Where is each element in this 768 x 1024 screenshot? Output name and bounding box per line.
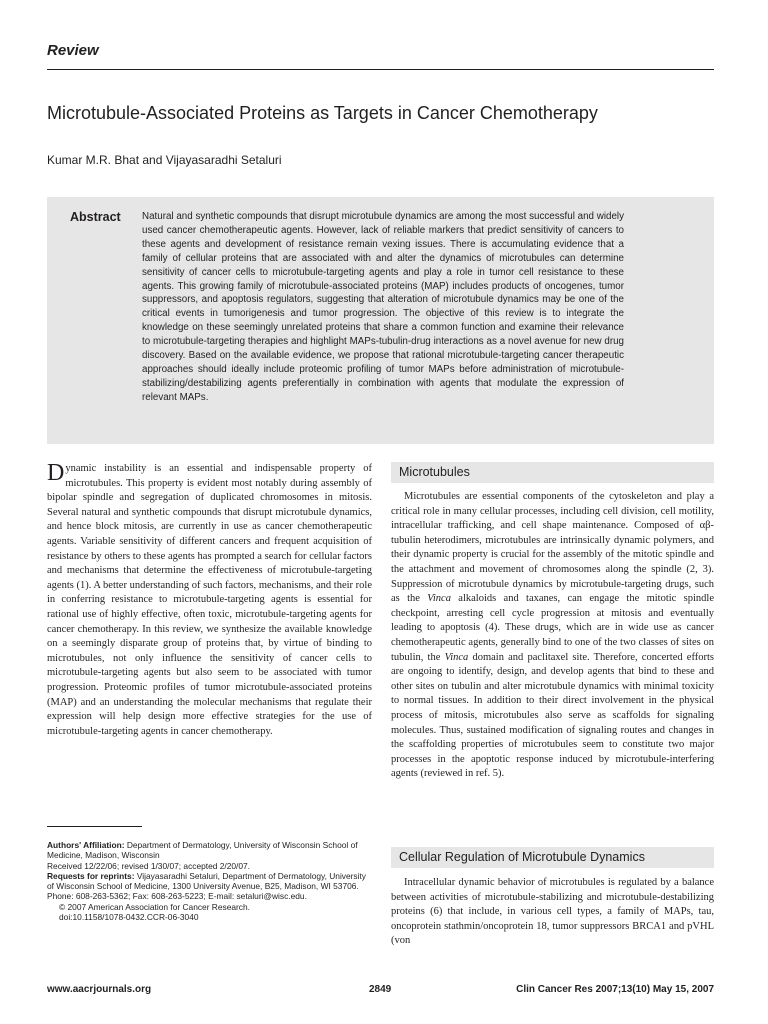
reprints-label: Requests for reprints: — [47, 870, 135, 881]
abstract-text: Natural and synthetic compounds that disrupt microtubule dynamics are among the most successful and widely used cancer chemotherapeutic agents. However, lack of reliable markers that predict sensitivity of cancers to these agents and development of resistance remain vexing issues. There is accumulating evidence that a family of cellular proteins that are associated with and alter the dynamics of microtubules can determine sensitivity of cancer cells to microtubule-targeting agents and play a role in tumor cell resistance to these agents. This growing family of microtubule-associated proteins (MAP) includes products of oncogenes, tumor suppressors, and apoptosis regulators, suggesting that alteration of microtubule dynamics may be one of the critical events in tumorigenesis and tumor progression. The objective of this review is to integrate the knowledge on these seemingly unrelated proteins that share a common function and examine their relevance to microtubule-targeting therapies and highlight MAPs-tubulin-drug interactions as a novel avenue for new drug discovery. Based on the available evidence, we propose that rational microtubule-targeting cancer therapeutic approaches should ideally include proteomic profiling of tumor MAPs before administration of microtubule-stabilizing/destabilizing agents preferentially in combination with agents that modulate the expression of relevant MAPs. — [142, 211, 624, 403]
copyright-note: © 2007 American Association for Cancer Research. — [59, 901, 250, 912]
footer-website[interactable]: www.aacrjournals.org — [47, 984, 152, 995]
doi-note: doi:10.1158/1078-0432.CCR-06-3040 — [59, 912, 199, 923]
dates-note: Received 12/22/06; revised 1/30/07; accepted 2/20/07. — [47, 860, 251, 871]
microtubules-text-part: alkaloids and taxanes, can engage the mitotic spindle checkpoint, arresting cell cycle progression at mitosis and eventually leading to apoptosis (4). These drugs, which are in wide use as cancer chemotherapeutic agents, generally bind to one of the two classes of sites on tubulin, the — [391, 593, 715, 663]
reprints-text: Vijayasaradhi Setaluri, Department of Dermatology, University of Wisconsin School of Medicine, 1300 University Avenue, B25, Madison, WI 53706. Phone: 608-263-5362; Fax: 608-263-5223; E-mail: setaluri@wisc.edu. — [47, 870, 366, 902]
abstract-label: Abstract — [70, 210, 121, 224]
footer-citation: Clin Cancer Res 2007;13(10) May 15, 2007 — [516, 984, 714, 995]
vinca-term: Vinca — [427, 593, 451, 605]
regulation-text: Intracellular dynamic behavior of microtubules is regulated by a balance between activities of microtubule-stabilizing and microtubule-destabilizing proteins (6) that include, in various cell types, a family of MAPs, tau, oncoprotein stathmin/oncoprotein 18, tumor suppressors BRCA1 and pVHL (von — [391, 877, 714, 947]
microtubules-text-part: Microtubules are essential components of the cytoskeleton and play a critical role in many cellular processes, including cell division, cell motility, intracellular trafficking, and cell shape maintenance. Composed of αβ-tubulin heterodimers, microtubules are intrinsically dynamic polymers, and their dynamic property is crucial for the assembly of the mitotic spindle and the attachment and movement of chromosomes along the spindle (2, 3). Suppression of microtubule dynamics by microtubule-targeting drugs, such as the — [391, 491, 714, 605]
footnote-rule — [47, 826, 142, 827]
reprints-note — [47, 871, 372, 902]
intro-text: ynamic instability is an essential and indispensable property of microtubules. This property is evident most notably during assembly of bipolar spindle and segregation of duplicated chromosomes in mitosis. Several natural and synthetic compounds that disrupt microtubule dynamics, and hence block mitosis, are currently in use as cancer chemotherapeutic agents. Variable sensitivity of different cancers and frequent acquisition of resistance by others to these agents has prompted a search for cellular factors and mechanisms that determine the effectiveness of microtubule-targeting agents (1). A better understanding of such factors, mechanisms, and their role in conferring resistance to microtubule-targeting agents is essential for rational use of highly effective, often toxic, microtubule-targeting agents for cancer chemotherapy. In this review, we synthesize the available knowledge on a seemingly disparate group of proteins that, by virtue of binding to microtubules, not only influence the sensitivity of cancer cells to microtubule-targeting agents but also seem to be associated with tumor progression. Proteomic profiles of tumor microtubule-associated proteins (MAP) and an understanding the molecular mechanisms that regulate their expression will help design more effective strategies for the use of microtubule-targeting agents in cancer chemotherapy. — [47, 463, 372, 737]
article-authors: Kumar M.R. Bhat and Vijayasaradhi Setaluri — [47, 153, 282, 167]
section-heading-regulation: Cellular Regulation of Microtubule Dynamics — [391, 847, 714, 868]
article-title: Microtubule-Associated Proteins as Targets in Cancer Chemotherapy — [47, 103, 598, 123]
footer-page-number: 2849 — [369, 984, 392, 995]
section-heading-microtubules: Microtubules — [391, 462, 714, 483]
header-rule — [47, 69, 714, 70]
microtubules-text-part: domain and paclitaxel site. Therefore, concerted efforts are ongoing to identify, design, and develop agents that bind to these and other sites on tubulin and alter microtubule dynamics with minimal toxicity to normal tissues. In addition to their direct involvement in the physical process of mitosis, microtubules also serve as scaffolds for signaling molecules. Thus, sustained modification of signaling routes and changes in the scaffolding properties of microtubules seem to constitute two major processes in the apoptotic response induced by microtubule-interfering agents (reviewed in ref. 5). — [391, 651, 714, 780]
intro-column — [47, 462, 372, 739]
drop-cap: D — [47, 460, 65, 486]
affiliation-text: Department of Dermatology, University of Wisconsin School of Medicine, Madison, Wisconsin — [47, 840, 358, 861]
vinca-term: Vinca — [444, 651, 469, 663]
section-label: Review — [47, 42, 99, 59]
affiliation-note — [47, 840, 372, 861]
microtubules-text — [391, 490, 714, 782]
affiliation-label: Authors' Affiliation: — [47, 840, 125, 850]
footnotes — [47, 840, 372, 922]
